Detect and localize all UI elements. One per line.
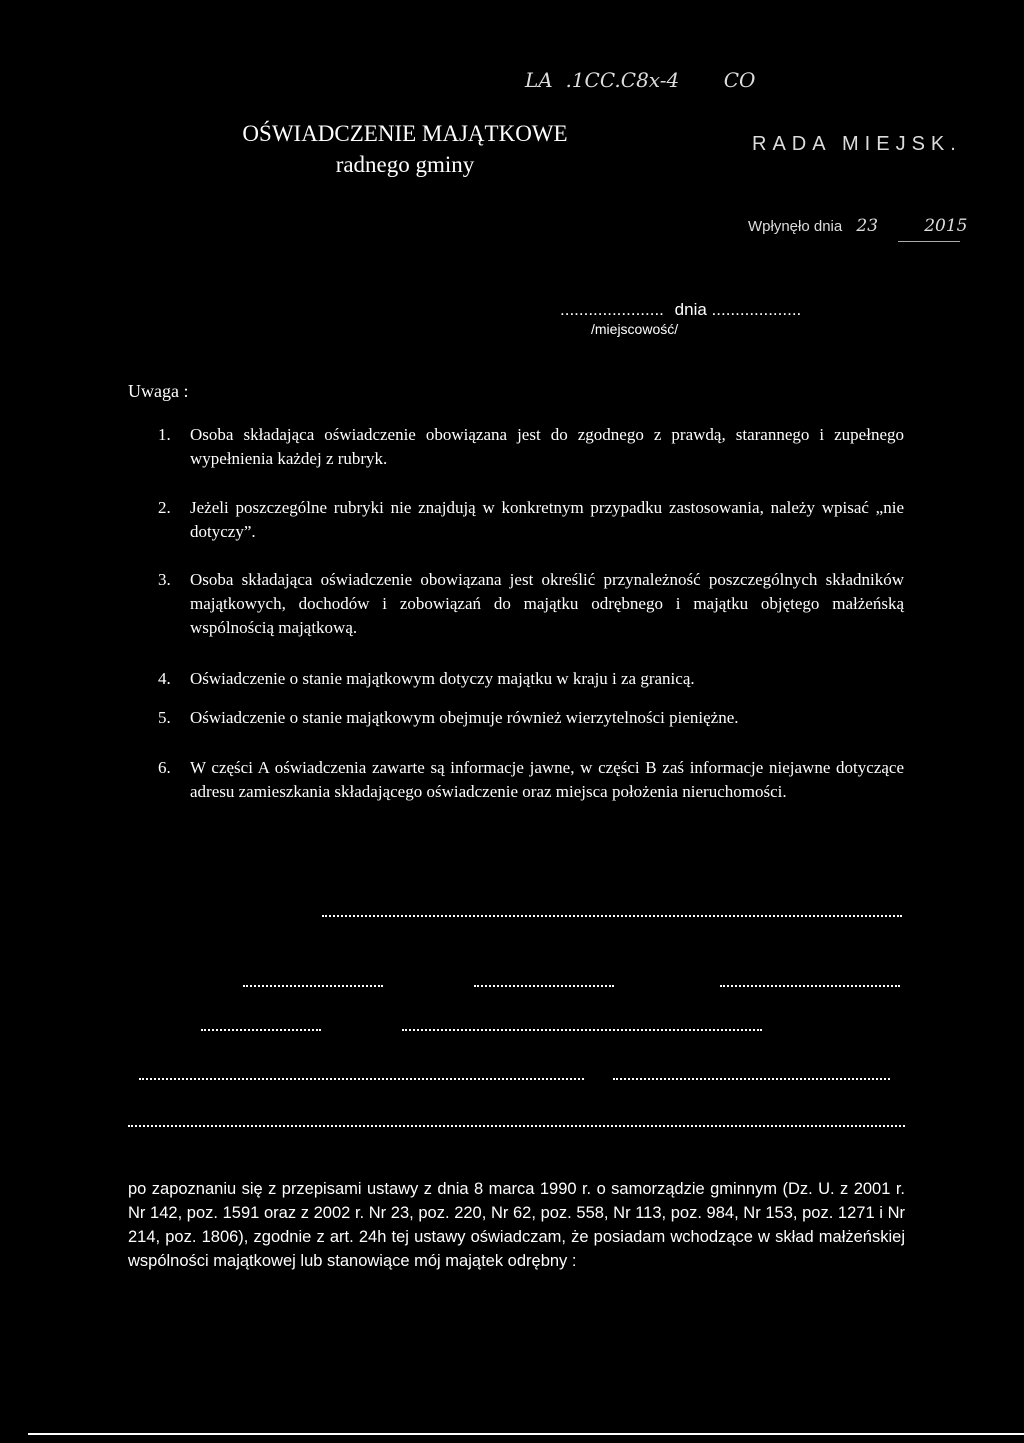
place-field[interactable]: ...................... xyxy=(560,300,664,319)
note-text: Osoba składająca oświadczenie obowiązana jest określić przynależność poszczególnych składników majątkowych, dochodów i zobowiązań do majątku odrębnego i majątku objętego małżeńską wspólnością majątkową. xyxy=(190,570,904,637)
entry-line[interactable] xyxy=(201,1027,321,1031)
entry-line[interactable] xyxy=(720,983,900,987)
notes-heading: Uwaga : xyxy=(128,381,189,401)
note-text: Osoba składająca oświadczenie obowiązana jest do zgodnego z prawdą, starannego i zupełnego wypełnienia każdej z rubryk. xyxy=(190,425,904,468)
note-text: W części A oświadczenia zawarte są informacje jawne, w części B zaś informacje niejawne dotyczące adresu zamieszkania składającego oświadczenie oraz miejsca położenia nieruchomości. xyxy=(190,758,904,801)
entry-line[interactable] xyxy=(322,913,902,917)
received-year: 2015 xyxy=(924,216,968,236)
note-number: 5. xyxy=(158,708,171,727)
entry-line[interactable] xyxy=(139,1076,584,1080)
note-number: 2. xyxy=(158,498,171,517)
entry-line[interactable] xyxy=(128,1123,905,1127)
date-field[interactable]: ................... xyxy=(711,300,802,319)
entry-line[interactable] xyxy=(613,1076,890,1080)
note-text: Jeżeli poszczególne rubryki nie znajdują w konkretnym przypadku zastosowania, należy wpisać „nie dotyczy”. xyxy=(190,498,904,541)
note-item xyxy=(128,667,904,691)
note-item xyxy=(128,423,904,471)
date-label: dnia xyxy=(674,300,707,319)
place-label: /miejscowość/ xyxy=(591,321,679,337)
note-number: 1. xyxy=(158,425,171,444)
note-number: 6. xyxy=(158,758,171,777)
entry-line[interactable] xyxy=(474,983,614,987)
council-stamp-text: RADA MIEJSK. xyxy=(752,133,962,155)
note-text: Oświadczenie o stanie majątkowym dotyczy majątku w kraju i za granicą. xyxy=(190,669,695,688)
handwritten-reference: LA .1CC.C8x-4 CO xyxy=(525,68,756,92)
consent-statement: po zapoznaniu się z przepisami ustawy z dnia 8 marca 1990 r. o samorządzie gminnym (Dz. U. z 2001 r. Nr 142, poz. 1591 oraz z 2002 r. Nr 23, poz. 220, Nr 62, poz. 558, Nr 113, poz. 984, Nr 153, poz. 1271 i Nr 214, poz. 1806), zgodnie z art. 24h tej ustawy oświadczam, że posiadam wchodzące w skład małżeńskiej wspólności majątkowej lub stanowiące mój majątek odrębny : xyxy=(128,1180,905,1270)
received-day: 23 xyxy=(856,216,879,236)
bottom-rule xyxy=(28,1433,1024,1435)
document-title xyxy=(0,118,810,180)
received-label: Wpłynęło dnia xyxy=(748,218,843,235)
note-number: 3. xyxy=(158,570,171,589)
place-date-line xyxy=(560,300,801,320)
title-line-2: radnego gminy xyxy=(335,152,475,177)
note-item xyxy=(128,756,904,804)
note-item xyxy=(128,706,904,730)
note-item xyxy=(128,568,904,640)
note-text: Oświadczenie o stanie majątkowym obejmuje również wierzytelności pieniężne. xyxy=(190,708,739,727)
note-number: 4. xyxy=(158,669,171,688)
stamp-underline xyxy=(898,241,960,242)
entry-line[interactable] xyxy=(243,983,383,987)
title-line-1: OŚWIADCZENIE MAJĄTKOWE xyxy=(242,121,568,146)
note-item xyxy=(128,496,904,544)
received-stamp xyxy=(748,216,967,236)
entry-line[interactable] xyxy=(402,1027,762,1031)
